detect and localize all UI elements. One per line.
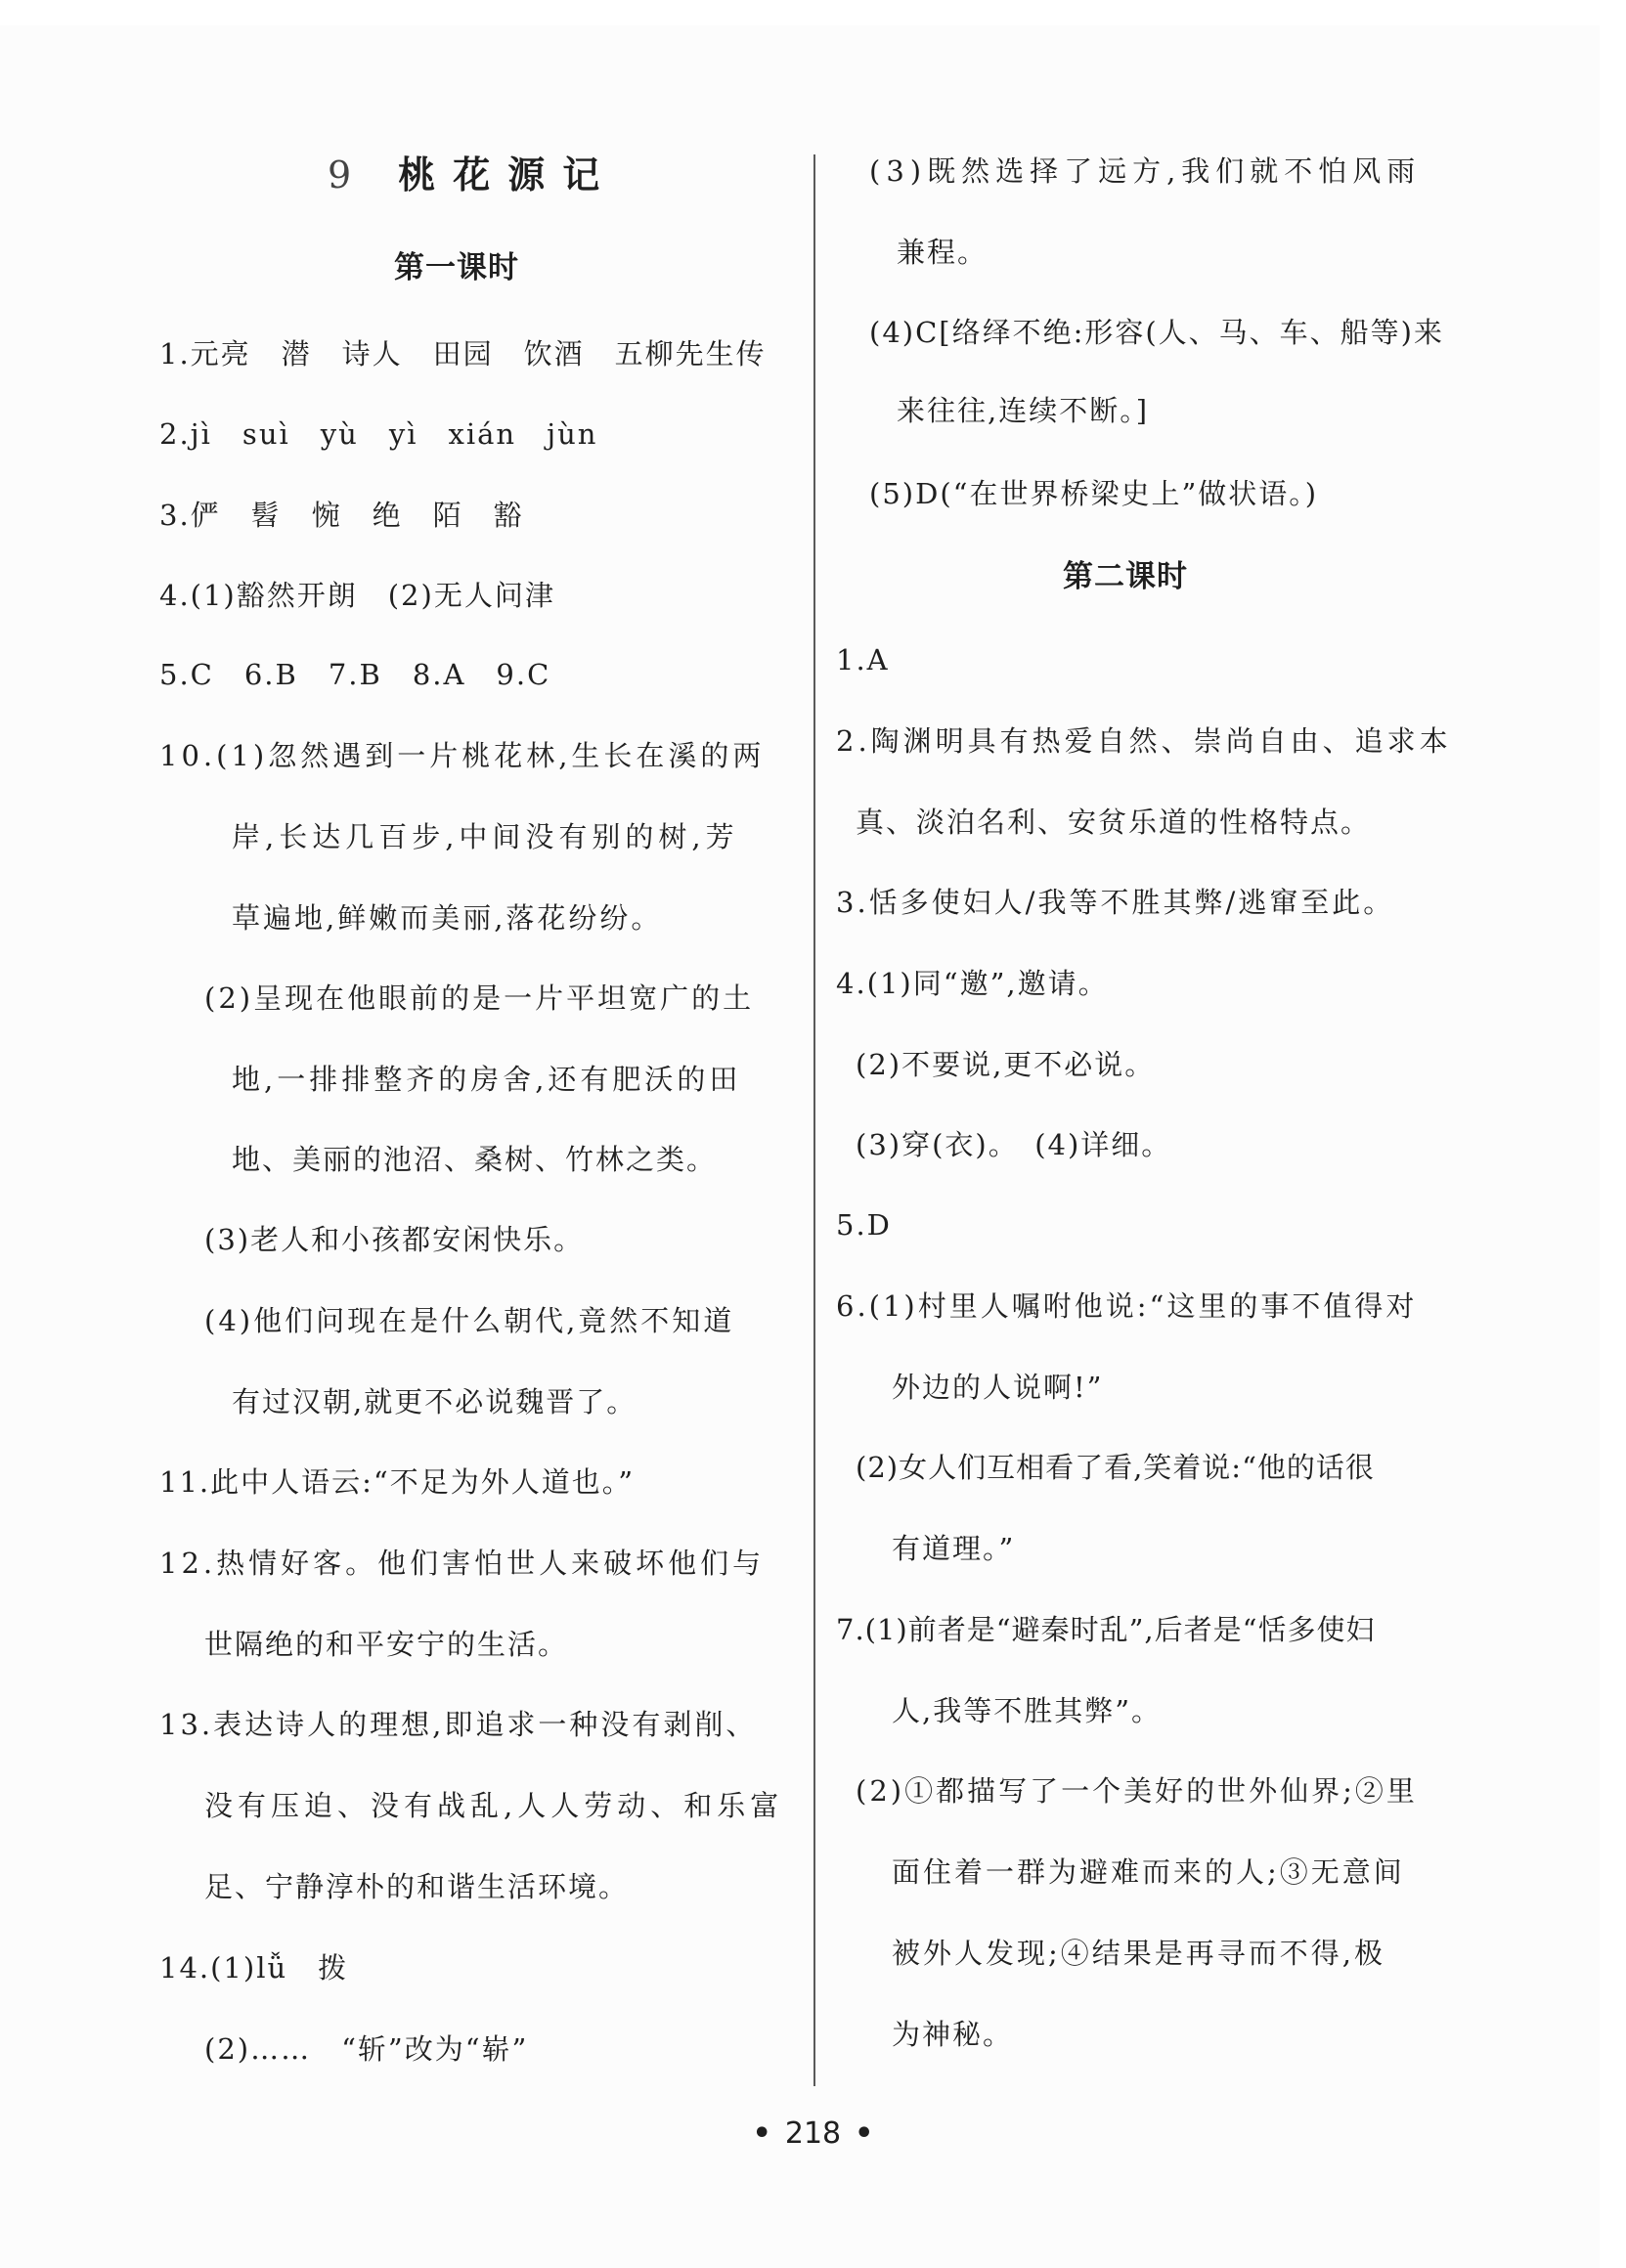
answer-line: 4.(1)同“邀”,邀请。 [836,967,1109,1000]
answer-line: 真、淡泊名利、安贫乐道的性格特点。 [856,806,1372,839]
answer-line: 1.元亮 潜 诗人 田园 饮酒 五柳先生传 [159,337,767,371]
answer-line: 被外人发现;④结果是再寻而不得,极 [892,1937,1385,1970]
answer-line: 岸,长达几百步,中间没有别的树,芳 [232,820,739,853]
column-divider [813,154,815,2086]
answer-line: 3.恬多使妇人/我等不胜其弊/逃窜至此。 [836,886,1395,919]
lesson-title [328,151,617,199]
section-title-lesson-2: 第二课时 [1063,559,1188,594]
answer-line: 6.(1)村里人嘱咐他说:“这里的事不值得对 [836,1289,1418,1323]
answer-line: (4)他们问现在是什么朝代,竟然不知道 [204,1304,735,1337]
answer-line: (5)D(“在世界桥梁史上”做状语。) [869,477,1319,510]
bullet-dot: • [855,2116,874,2151]
answer-line: (3)老人和小孩都安闲快乐。 [204,1223,585,1256]
answer-line: (3)既然选择了远方,我们就不怕风雨 [869,154,1422,188]
answer-line: 5.C 6.B 7.B 8.A 9.C [159,658,551,691]
answer-line: (2)①都描写了一个美好的世外仙界;②里 [856,1774,1418,1808]
answer-line: (3)穿(衣)。 (4)详细。 [856,1128,1172,1161]
answer-line: (2)女人们互相看了看,笑着说:“他的话很 [856,1451,1375,1484]
answer-line: 14.(1)lǚ 拨 [159,1951,349,1984]
answer-line: 地,一排排整齐的房舍,还有肥沃的田 [232,1063,742,1096]
answer-line: 地、美丽的池沼、桑树、竹林之类。 [232,1143,718,1176]
answer-line: 草遍地,鲜嫩而美丽,落花纷纷。 [232,901,663,935]
answer-line: 1.A [836,643,890,676]
answer-line: 有道理。” [892,1532,1016,1565]
answer-line: (2)不要说,更不必说。 [856,1048,1156,1081]
answer-line: 外边的人说啊!” [892,1371,1104,1404]
answer-line: 3.俨 髫 惋 绝 陌 豁 [159,499,524,532]
answer-line: (2)…… “斩”改为“崭” [204,2032,529,2066]
answer-line: 4.(1)豁然开朗 (2)无人问津 [159,579,555,612]
answer-line: 来往往,连续不断。] [897,394,1150,427]
answer-line: 人,我等不胜其弊”。 [892,1694,1163,1727]
bullet-dot: • [752,2116,771,2151]
answer-line: 7.(1)前者是“避秦时乱”,后者是“恬多使妇 [836,1613,1376,1646]
page-number [0,2115,1626,2154]
section-title-lesson-1: 第一课时 [394,250,519,285]
answer-line: 为神秘。 [892,2018,1014,2051]
answer-line: 2.陶渊明具有热爱自然、崇尚自由、追求本 [836,724,1452,758]
answer-line: 10.(1)忽然遇到一片桃花林,生长在溪的两 [159,739,766,772]
page-number-value: 218 [784,2116,842,2151]
answer-line: 2.jì suì yù yì xián jùn [159,417,598,451]
lesson-name: 桃花源记 [398,153,618,196]
answer-line: 11.此中人语云:“不足为外人道也。” [159,1465,636,1499]
answer-line: 世隔绝的和平安宁的生活。 [204,1628,569,1661]
answer-line: 12.热情好客。他们害怕世人来破坏他们与 [159,1547,766,1580]
answer-line: 面住着一群为避难而来的人;③无意间 [892,1855,1405,1889]
answer-line: 足、宁静淳朴的和谐生活环境。 [204,1870,630,1903]
answer-line: 有过汉朝,就更不必说魏晋了。 [232,1385,637,1418]
answer-line: (4)C[络绎不绝:形容(人、马、车、船等)来 [869,316,1444,349]
answer-line: 兼程。 [897,236,989,269]
answer-line: 5.D [836,1208,892,1242]
answer-line: 13.表达诗人的理想,即追求一种没有剥削、 [159,1708,758,1741]
answer-line: (2)呈现在他眼前的是一片平坦宽广的土 [204,981,755,1015]
answer-line: 没有压迫、没有战乱,人人劳动、和乐富 [204,1789,784,1822]
lesson-number: 9 [328,153,352,196]
